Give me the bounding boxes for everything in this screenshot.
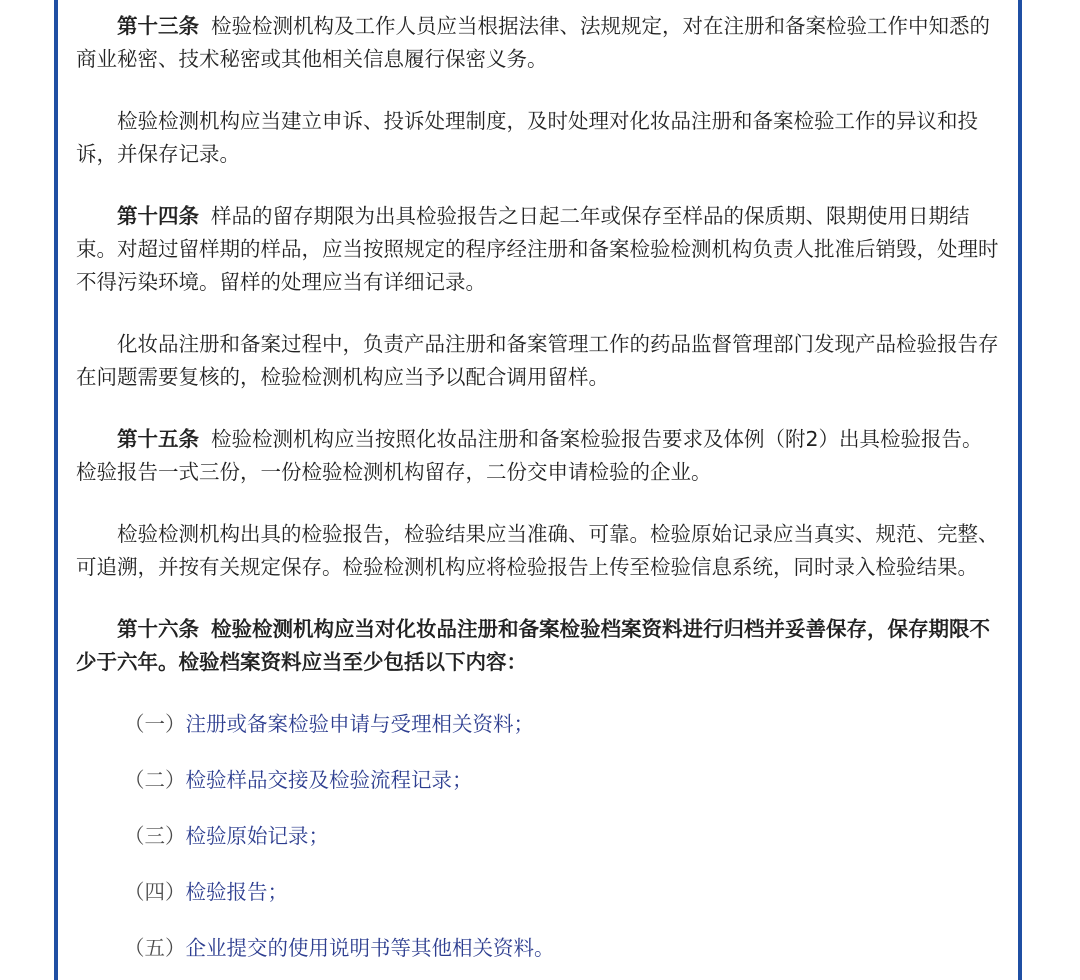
article-15-paragraph (76, 423, 1002, 489)
article-13-text-2: 检验检测机构应当建立申诉、投诉处理制度，及时处理对化妆品注册和备案检验工作的异议和投诉，并保存记录。 (76, 109, 978, 166)
list-item-text: 检验报告； (185, 880, 288, 904)
article-13-text: 检验检测机构及工作人员应当根据法律、法规规定，对在注册和备案检验工作中知悉的商业秘密、技术秘密或其他相关信息履行保密义务。 (76, 14, 990, 71)
list-item-number: （三） (124, 824, 186, 848)
list-item-text: 注册或备案检验申请与受理相关资料； (185, 712, 534, 736)
list-item (76, 876, 1002, 932)
list-item (76, 708, 1002, 764)
right-frame-border (1018, 0, 1022, 980)
article-14-title: 第十四条 (117, 204, 199, 228)
article-15-title: 第十五条 (117, 427, 199, 451)
list-item-text: 企业提交的使用说明书等其他相关资料。 (185, 936, 555, 960)
article-16-text: 检验检测机构应当对化妆品注册和备案检验档案资料进行归档并妥善保存，保存期限不少于六年。检验档案资料应当至少包括以下内容： (76, 617, 990, 674)
article-13-paragraph-2 (76, 105, 1002, 171)
article-15-paragraph-2 (76, 518, 1002, 584)
article-14-paragraph (76, 200, 1002, 299)
list-item-number: （五） (124, 936, 186, 960)
list-item (76, 820, 1002, 876)
list-item (76, 932, 1002, 980)
regulation-text (76, 10, 1002, 980)
list-item-number: （一） (124, 712, 186, 736)
article-15-text: 检验检测机构应当按照化妆品注册和备案检验报告要求及体例（附2）出具检验报告。检验报告一式三份，一份检验检测机构留存，二份交申请检验的企业。 (76, 427, 983, 484)
left-frame-border (54, 0, 58, 980)
list-item-text: 检验样品交接及检验流程记录； (185, 768, 473, 792)
article-14-text: 样品的留存期限为出具检验报告之日起二年或保存至样品的保质期、限期使用日期结束。对超过留样期的样品，应当按照规定的程序经注册和备案检验检测机构负责人批准后销毁，处理时不得污染环境。留样的处理应当有详细记录。 (76, 204, 999, 294)
article-15-text-2: 检验检测机构出具的检验报告，检验结果应当准确、可靠。检验原始记录应当真实、规范、完整、可追溯，并按有关规定保存。检验检测机构应将检验报告上传至检验信息系统，同时录入检验结果。 (76, 522, 999, 579)
article-16-paragraph (76, 613, 1002, 679)
article-16-title: 第十六条 (117, 617, 199, 641)
list-item (76, 764, 1002, 820)
list-item-text: 检验原始记录； (185, 824, 329, 848)
list-item-number: （二） (124, 768, 186, 792)
article-13-paragraph (76, 10, 1002, 76)
list-item-number: （四） (124, 880, 186, 904)
article-14-paragraph-2 (76, 328, 1002, 394)
article-14-text-2: 化妆品注册和备案过程中，负责产品注册和备案管理工作的药品监督管理部门发现产品检验报告存在问题需要复核的，检验检测机构应当予以配合调用留样。 (76, 332, 999, 389)
article-13-title: 第十三条 (117, 14, 199, 38)
